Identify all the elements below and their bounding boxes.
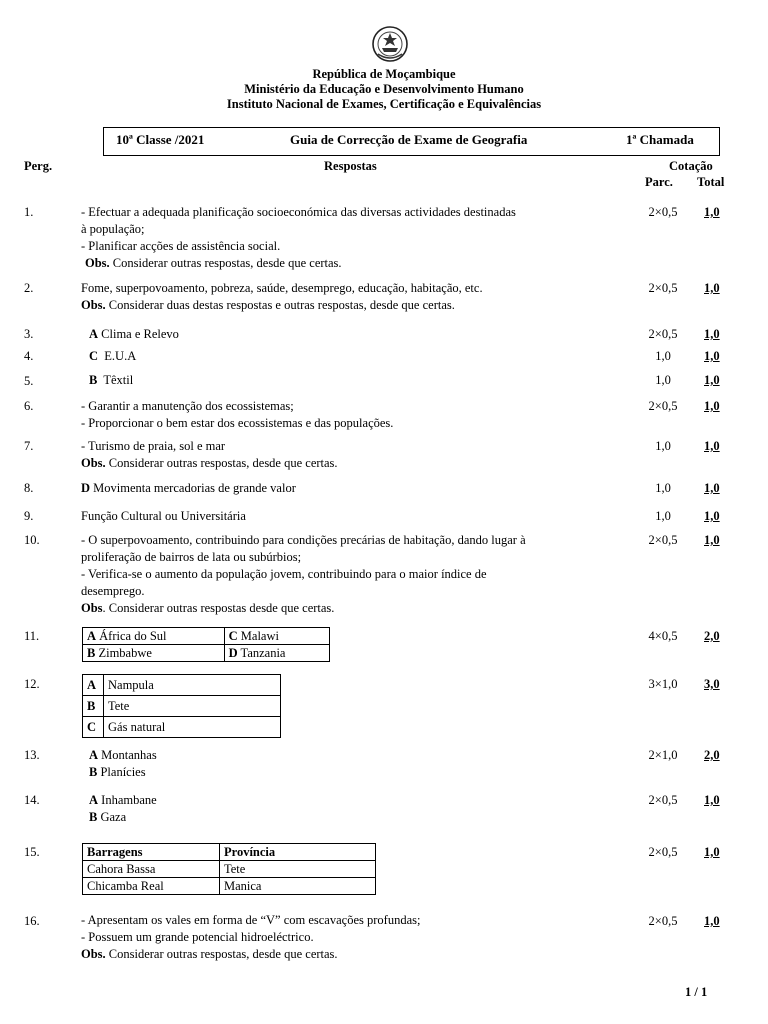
partial-score: 3×1,0 — [648, 677, 678, 691]
total-score: 1,0 — [704, 327, 720, 341]
table-cell: Cahora Bassa — [83, 861, 220, 878]
table-cell: D Tanzania — [224, 645, 329, 662]
total-score: 1,0 — [704, 439, 720, 453]
total-score: 1,0 — [704, 509, 720, 523]
col-perg: Perg. — [24, 159, 53, 173]
total-score: 1,0 — [704, 481, 720, 495]
total-score: 1,0 — [704, 349, 720, 363]
partial-score: 1,0 — [655, 439, 671, 453]
table-row — [83, 878, 376, 895]
answer-text: - Efectuar a adequada planificação socioeconómica das diversas actividades destinadas à população; - Planificar acções de assistência social. Obs. Considerar outras respostas, desde que certas. — [81, 205, 516, 270]
question-number: 11. — [24, 629, 40, 643]
header-ministry: Ministério da Educação e Desenvolvimento Humano — [244, 82, 524, 96]
table-header: Barragens — [83, 844, 220, 861]
q11-answer-table — [82, 627, 330, 662]
question-number: 14. — [24, 793, 40, 807]
table-cell: Tete — [220, 861, 376, 878]
partial-score: 2×0,5 — [648, 533, 678, 547]
partial-score: 1,0 — [655, 349, 671, 363]
header-republic: República de Moçambique — [312, 67, 456, 81]
question-number: 13. — [24, 748, 40, 762]
total-score: 1,0 — [704, 399, 720, 413]
answer-text: A Inhambane B Gaza — [89, 793, 157, 824]
question-number: 4. — [24, 349, 34, 363]
exam-class: 10ª Classe /2021 — [116, 132, 205, 147]
question-number: 15. — [24, 845, 40, 859]
table-cell: Tete — [104, 696, 281, 717]
partial-score: 1,0 — [655, 373, 671, 387]
partial-score: 1,0 — [655, 509, 671, 523]
question-number: 9. — [24, 509, 34, 523]
exam-call: 1ª Chamada — [626, 132, 694, 147]
table-cell: B — [83, 696, 104, 717]
total-score: 3,0 — [704, 677, 720, 691]
mozambique-emblem-icon — [370, 24, 410, 64]
question-number: 5. — [24, 374, 34, 388]
partial-score: 4×0,5 — [648, 629, 678, 643]
col-total: Total — [697, 175, 725, 189]
total-score: 2,0 — [704, 748, 720, 762]
partial-score: 2×0,5 — [648, 327, 678, 341]
question-number: 1. — [24, 205, 34, 219]
question-number: 10. — [24, 533, 40, 547]
answer-text: C E.U.A — [89, 349, 137, 363]
partial-score: 2×0,5 — [648, 399, 678, 413]
total-score: 2,0 — [704, 629, 720, 643]
exam-guide-title: Guia de Correcção de Exame de Geografia — [290, 132, 528, 147]
q15-answer-table — [82, 843, 376, 895]
partial-score: 2×0,5 — [648, 845, 678, 859]
col-cotacao: Cotação — [669, 159, 713, 173]
question-number: 7. — [24, 439, 34, 453]
col-parc: Parc. — [645, 175, 673, 189]
answer-text: Função Cultural ou Universitária — [81, 509, 246, 523]
total-score: 1,0 — [704, 281, 720, 295]
answer-text: A Clima e Relevo — [89, 327, 179, 341]
total-score: 1,0 — [704, 373, 720, 387]
answer-text: B Têxtil — [89, 373, 134, 387]
answer-text: D Movimenta mercadorias de grande valor — [81, 481, 296, 495]
answer-text: - Turismo de praia, sol e mar Obs. Considerar outras respostas, desde que certas. — [81, 439, 338, 470]
table-cell: Nampula — [104, 675, 281, 696]
q12-answer-table — [82, 674, 281, 738]
table-cell: Chicamba Real — [83, 878, 220, 895]
table-cell: C — [83, 717, 104, 738]
table-cell: A — [83, 675, 104, 696]
total-score: 1,0 — [704, 845, 720, 859]
question-number: 12. — [24, 677, 40, 691]
question-number: 6. — [24, 399, 34, 413]
question-number: 8. — [24, 481, 34, 495]
table-cell: Manica — [220, 878, 376, 895]
total-score: 1,0 — [704, 914, 720, 928]
partial-score: 2×0,5 — [648, 793, 678, 807]
partial-score: 1,0 — [655, 481, 671, 495]
answer-text: A Montanhas B Planícies — [89, 748, 157, 779]
partial-score: 2×0,5 — [648, 281, 678, 295]
page-number: 1 / 1 — [685, 985, 708, 999]
header-institute: Instituto Nacional de Exames, Certificação e Equivalências — [226, 97, 542, 111]
answer-text: - Apresentam os vales em forma de “V” com escavações profundas; - Possuem um grande potencial hidroeléctrico. Obs. Considerar outras respostas, desde que certas. — [81, 913, 421, 961]
table-header: Província — [220, 844, 376, 861]
total-score: 1,0 — [704, 533, 720, 547]
col-respostas: Respostas — [324, 159, 377, 173]
exam-title-box — [103, 127, 720, 156]
table-cell: A África do Sul — [83, 628, 225, 645]
partial-score: 2×1,0 — [648, 748, 678, 762]
partial-score: 2×0,5 — [648, 914, 678, 928]
question-number: 3. — [24, 327, 34, 341]
answer-text: - Garantir a manutenção dos ecossistemas; - Proporcionar o bem estar dos ecossistemas e das populações. — [81, 399, 394, 430]
table-row — [83, 861, 376, 878]
table-cell: C Malawi — [224, 628, 329, 645]
answer-text: - O superpovoamento, contribuindo para condições precárias de habitação, dando lugar à proliferação de bairros de lata ou subúrbios; - Verifica-se o aumento da população jovem, contribuindo para o maior índice de desemprego. Obs. Considerar outras respostas desde que certas. — [81, 533, 526, 615]
total-score: 1,0 — [704, 793, 720, 807]
total-score: 1,0 — [704, 205, 720, 219]
question-number: 16. — [24, 914, 40, 928]
table-cell: B Zimbabwe — [83, 645, 225, 662]
partial-score: 2×0,5 — [648, 205, 678, 219]
question-number: 2. — [24, 281, 34, 295]
table-cell: Gás natural — [104, 717, 281, 738]
answer-text: Fome, superpovoamento, pobreza, saúde, desemprego, educação, habitação, etc. Obs. Considerar duas destas respostas e outras respostas, desde que certas. — [81, 281, 483, 312]
